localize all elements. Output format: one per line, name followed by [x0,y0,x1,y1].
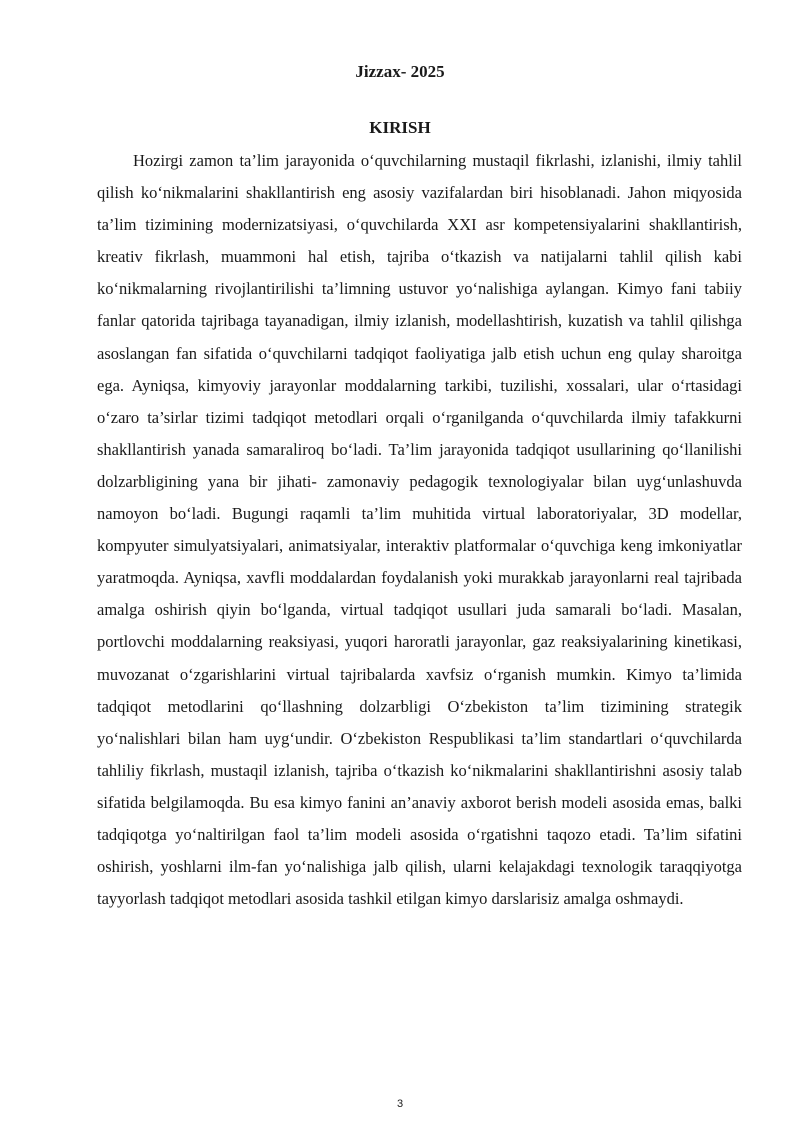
section-title: KIRISH [369,118,431,137]
body-paragraph: Hozirgi zamon ta’lim jarayonida o‘quvchilarning mustaqil fikrlashi, izlanishi, ilmiy tahlil qilish ko‘nikmalarini shakllantirish eng asosiy vazifalardan biri hisoblanadi. Jahon miqyosida ta’lim tizimining modernizatsiyasi, o‘quvchilarda XXI asr kompetensiyalarini shakllantirish, kreativ fikrlash, muammoni hal etish, tajriba o‘tkazish va natijalarni tahlil qilish kabi ko‘nikmalarning rivojlantirilishi ta’limning ustuvor yo‘nalishiga aylangan. Kimyo fani tabiiy fanlar qatorida tajribaga tayanadigan, ilmiy izlanish, modellashtirish, kuzatish va tahlil qilishga asoslangan fan sifatida o‘quvchilarni tadqiqot faoliyatiga jalb etish uchun eng qulay sharoitga ega. Ayniqsa, kimyoviy jarayonlar moddalarning tarkibi, tuzilishi, xossalari, ular o‘rtasidagi o‘zaro ta’sirlar tizimi tadqiqot metodlari orqali o‘rganilganda o‘quvchilarda ilmiy tafakkurni shakllantirish yanada samaraliroq bo‘ladi. Ta’lim jarayonida tadqiqot usullarining qo‘llanilishi dolzarbligining yana bir jihati- zamonaviy pedagogik texnologiyalar bilan uyg‘unlashuvda namoyon bo‘ladi. Bugungi raqamli ta’lim muhitida virtual laboratoriyalar, 3D modellar, kompyuter simulyatsiyalari, animatsiyalar, interaktiv platformalar o‘quvchiga keng imkoniyatlar yaratmoqda. Ayniqsa, xavfli moddalardan foydalanish yoki murakkab jarayonlarni real tajribada amalga oshirish qiyin bo‘lganda, virtual tadqiqot usullari juda samarali bo‘ladi. Masalan, portlovchi moddalarning reaksiyasi, yuqori haroratli jarayonlar, gaz reaksiyalarining kinetikasi, muvozanat o‘zgarishlarini virtual tajribalarda xavfsiz o‘rganish mumkin. Kimyo ta’limida tadqiqot metodlarini qo‘llashning dolzarbligi O‘zbekiston ta’lim tizimining strategik yo‘nalishlari bilan ham uyg‘undir. O‘zbekiston Respublikasi ta’lim standartlari o‘quvchilarda tahliliy fikrlash, mustaqil izlanish, tajriba o‘tkazish ko‘nikmalarini shakllantirishni asosiy talab sifatida belgilamoqda. Bu esa kimyo fanini an’anaviy axborot berish modeli asosida emas, balki tadqiqotga yo‘naltirilgan faol ta’lim modeli asosida o‘rgatishni taqozo etadi. Ta’lim sifatini oshirish, yoshlarni ilm-fan yo‘nalishiga jalb qilish, ularni kelajakdagi texnologik taraqqiyotga tayyorlash tadqiqot metodlari asosida tashkil etilgan kimyo darslarisiz amalga oshmaydi. [97,151,742,909]
page-number: 3 [396,1098,404,1110]
city-year-heading: Jizzax- 2025 [355,62,445,81]
